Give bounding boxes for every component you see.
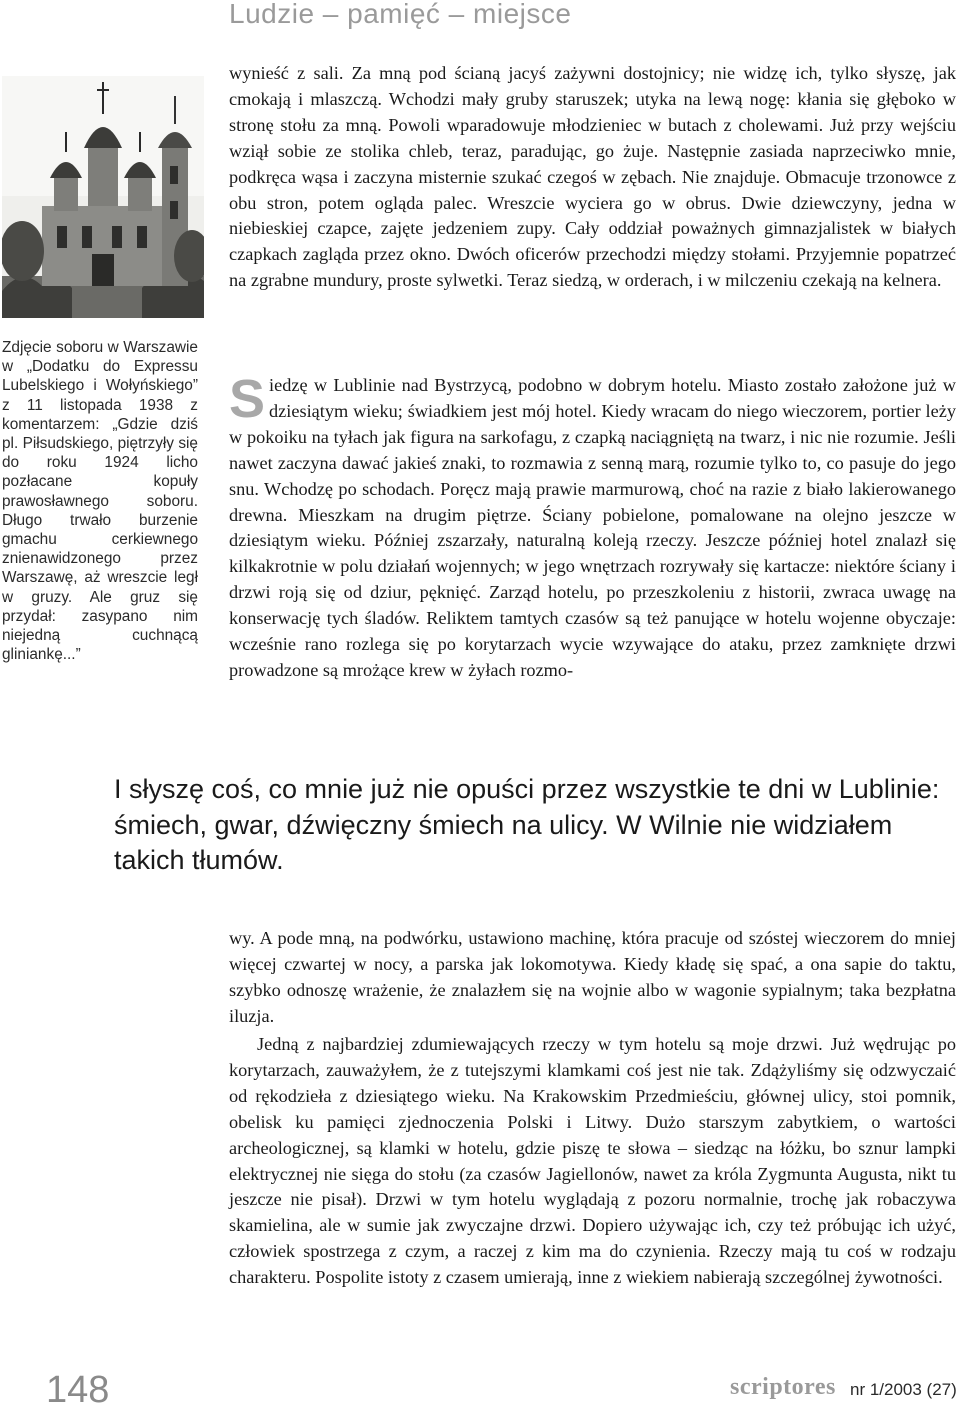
body-paragraph-top: wynieść z sali. Za mną pod ścianą jacyś zażywni dostojnicy; nie widzę ich, tylko słyszę, jak cmokają i mlaszczą. Wchodzi mały gruby staruszek; utyka na lewą nogę: kłania się głęboko w stronę stołu za mną. Powoli wparadowuje młodzieniec w butach z cholewami. Już przy wejściu wziął sobie ze stolika chleb, teraz, paradując, go żuje. Następnie zasiada naprzeciwko mnie, podkręca wąsa i zaczyna misternie szukać czegoś w zębach. Nie znajduje. Obmacuje trzonowce z obu stron, potem ogląda palec. Wreszcie wyciera go w obrus. Dwie dziewczyny, jedna w niebieskiej czapce, zajęte jedzeniem zupy. Cały oddział poważnych gimnazjalistek w białych czapkach zagląda przez okno. Dwóch oficerów przechodzi między stołami. Przyjemnie popatrzeć na zgrabne mundury, proste sylwetki. Teraz siedzą, w orderach, i w milczeniu czekają na kelnera. [229, 63, 956, 291]
body-paragraph-continued: wy. A pode mną, na podwórku, ustawiono machinę, która pracuje od szóstej wieczorem do mniej więcej czwartej w nocy, a parska jak lokomotywa. Kiedy kładę się spać, a ona sapie do taktu, szybko odnoszę wrażenie, że znalazłem się na wojnie albo w wagonie sypialnym; taka bezpłatna iluzja. [229, 928, 956, 1026]
pull-quote: I słyszę coś, co mnie już nie opuści przez wszystkie te dni w Lublinie: śmiech, gwar, dźwięczny śmiech na ulicy. W Wilnie nie widziałem takich tłumów. [114, 774, 940, 875]
section-header-title: Ludzie – pamięć – miejsce [229, 0, 572, 29]
body-paragraph-section-start [229, 369, 956, 684]
drop-cap: S [229, 369, 266, 429]
section-start-text: iedzę w Lublinie nad Bystrzycą, podobno w dobrym hotelu. Miasto zostało założone już w dziesiątym wieku; świadkiem jest mój hotel. Kiedy wracam do niego wieczorem, portier leży w pokoiku na tyłach jak figura na sarkofagu, z czapką naciągniętą na twarz, i nic nie rozumie. Jeśli nawet zaczyna dawać jakieś znaki, to rozmawia z senną marą, rozumie tylko to, co pasuje do jego snu. Wchodzę po schodach. Poręcz mają prawie marmurową, choć na razie z biało lakierowanego drewna. Mieszkam na drugim piętrze. Ściany pobielone, pomalowane na olejno jeszcze w dziesiątym wieku. Później zszarzały, naturalną koleją rzeczy. Jeszcze później hotel znalazł się kilkakrotnie w polu działań wojennych; w jego wnętrzach rozrywały się kartacze: niektóre ściany i drzwi roją się od dziur, pęknięć. Zarząd hotelu, po przeszkoleniu z historii, zwraca uwagę na konserwację tych śladów. Reliktem tamtych czasów są też panujące w hotelu wojenne obyczaje: wcześnie rano rozlega się po korytarzach wycie wzywające do ataku, przez zamknięte drzwi prowadzone są mrożące krew w żyłach rozmo- [229, 375, 956, 680]
issue-number: nr 1/2003 (27) [850, 1380, 957, 1399]
magazine-logo: scriptores [730, 1374, 836, 1400]
body-paragraph-doors: Jedną z najbardziej zdumiewających rzeczy w tym hotelu są moje drzwi. Już wędrując po korytarzach, zauważyłem, że z tutejszymi klamkami coś jest nie tak. Zdążyliśmy się odzwyczaić od rękodzieła z dziesiątego wieku. Na Krakowskim Przedmieściu, głównej ulicy, stoi pomnik, obelisk ku pamięci zjednoczenia Polski i Litwy. Dużo starszym zabytkiem, o wartości archeologicznej, są klamki w hotelu, gdzie piszę te słowa – siedząc na łóżku, bo sznur lampki elektrycznej nie sięga do stołu (za czasów Jagiellonów, nawet za króla Zygmunta Augusta, nikt tu jeszcze nie pisał). Drzwi w tym hotelu wyglądają z pozoru normalnie, trochę jak robaczywa skamielina, ale w sumie jak zwyczajne drzwi. Dopiero używając ich, czy też próbując ich użyć, człowiek spostrzega z czym, a raczej z kim ma do czynienia. Rzeczy mają tu coś w rodzaju charakteru. Pospolite istoty z czasem umierają, inne z wiekiem nabierają szczególnej żywotności. [229, 1034, 956, 1288]
cathedral-photo [2, 76, 204, 318]
page-number: 148 [46, 1369, 110, 1411]
photo-caption: Zdjęcie soboru w Warszawie w „Dodatku do Expressu Lubelskiego i Wołyńskiego” z 11 listopada 1938 z komentarzem: „Gdzie dziś pl. Piłsudskiego, piętrzyły się do roku 1924 licho pozłacane kopuły prawosławnego soboru. Długo trwało burzenie gmachu cerkiewnego znienawidzonego przez Warszawę, aż wreszcie legł w gruzy. Ale gruz się przydał: zasypano nim niejedną cuchnącą gliniankę...” [2, 339, 198, 664]
